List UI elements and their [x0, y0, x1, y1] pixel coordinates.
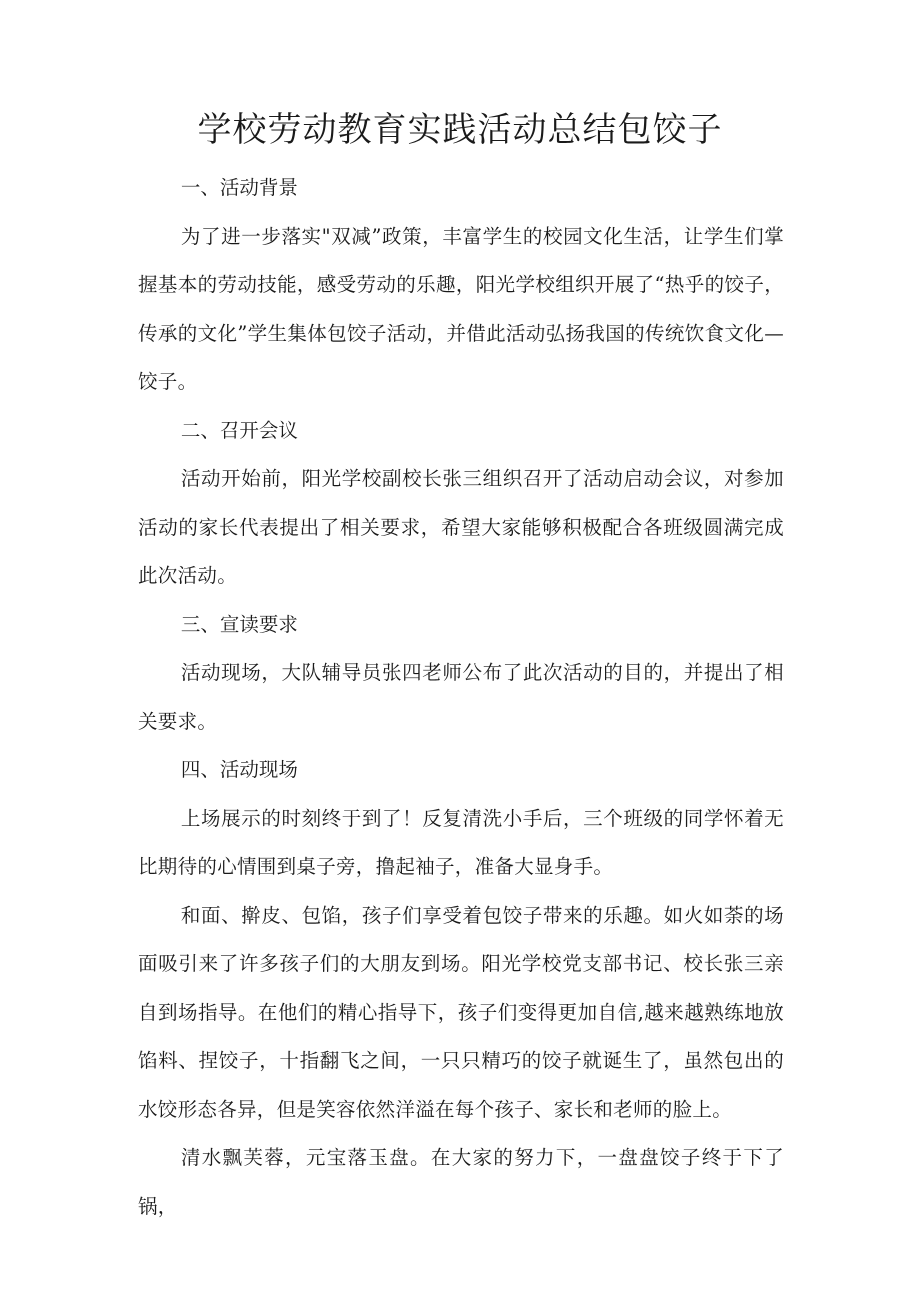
page-title: 学校劳动教育实践活动总结包饺子: [197, 110, 723, 150]
paragraph-scene-cooking: 清水飘芙蓉，元宝落玉盘。在大家的努力下，一盘盘饺子终于下了锅，: [138, 1146, 784, 1218]
paragraph-meeting: 活动开始前，阳光学校副校长张三组织召开了活动启动会议，对参加活动的家长代表提出了相关要求，希望大家能够积极配合各班级圆满完成此次活动。: [138, 467, 784, 587]
paragraph-requirements: 活动现场，大队辅导员张四老师公布了此次活动的目的，并提出了相关要求。: [138, 661, 784, 733]
document-body: [138, 164, 784, 1231]
section-heading-meeting: 二、召开会议: [180, 418, 298, 442]
paragraph-background: 为了进一步落实"双减”政策，丰富学生的校园文化生活，让学生们掌握基本的劳动技能，感受劳动的乐趣，阳光学校组织开展了“热乎的饺子，传承的文化”学生集体包饺子活动，并借此活动弘扬我国的传统饮食文化—饺子。: [138, 224, 784, 393]
section-heading-background: 一、活动背景: [180, 176, 298, 199]
paragraph-scene-start: 上场展示的时刻终于到了！反复清洗小手后，三个班级的同学怀着无比期待的心情围到桌子旁，撸起袖子，准备大显身手。: [138, 806, 784, 878]
section-heading-activity-scene: 四、活动现场: [180, 758, 298, 781]
section-heading-requirements: 三、宣读要求: [180, 612, 298, 636]
paragraph-scene-making: 和面、擀皮、包馅，孩子们享受着包饺子带来的乐趣。如火如荼的场面吸引来了许多孩子们的大朋友到场。阳光学校党支部书记、校长张三亲自到场指导。在他们的精心指导下，孩子们变得更加自信,越来越熟练地放馅料、捏饺子，十指翻飞之间，一只只精巧的饺子就诞生了，虽然包出的水饺形态各异，但是笑容依然洋溢在每个孩子、家长和老师的脸上。: [138, 903, 784, 1121]
